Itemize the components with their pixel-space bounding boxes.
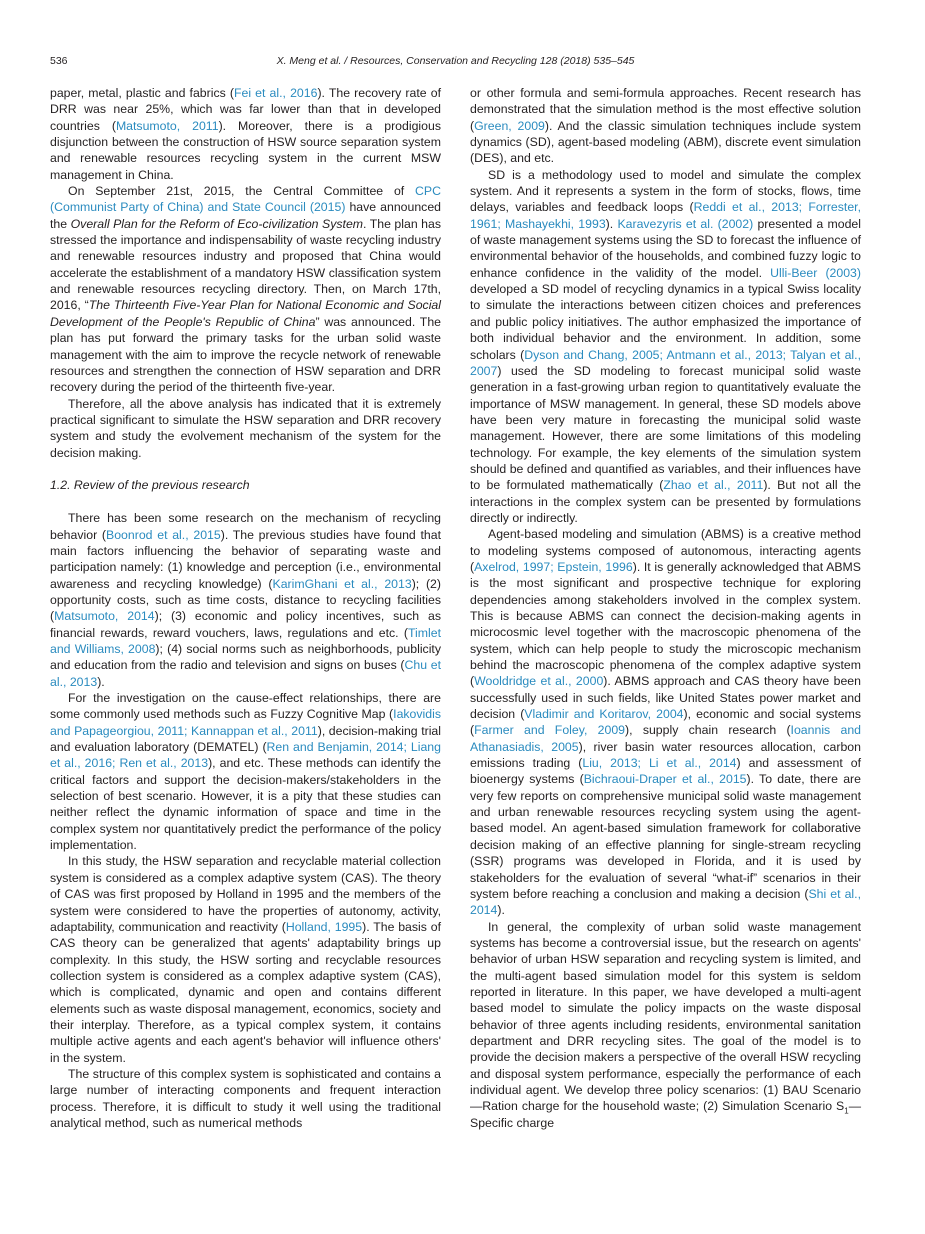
citation-link[interactable]: Axelrod, 1997; Epstein, 1996: [474, 559, 633, 574]
text-run: ). Moreover, there is a prodigious disjunction between the construction of HSW source separation system and renewable resources recycling system in the current MSW management in China.: [50, 118, 441, 182]
text-run: In general, the complexity of urban solid waste management systems has become a controversial issue, but the research on agents' behavior of urban HSW separation and recycling system is limited, and the multi-agent based simulation model for this system is seldom reported in literature. In this paper, we have developed a multi-agent based model to simulate the policy impacts on the waste disposal behavior of three agents including residents, environmental sanitation department and DRR recycling sites. The goal of the model is to provide the decision makers a perspective of the overall HSW recycling and disposal system performance, especially the performance of each individual agent. We develop three policy scenarios: (1) BAU Scenario—Ration charge for the household waste; (2) Simulation Scenario S: [470, 919, 861, 1114]
italic-text: The Thirteenth Five-Year Plan for National Economic and Social Development of the People's Republic of China: [50, 298, 441, 329]
right-column: [470, 85, 861, 1131]
citation-link[interactable]: Ren and Benjamin, 2014; Liang et al., 2016; Ren et al., 2013: [50, 740, 441, 771]
text-run: paper, metal, plastic and fabrics (: [50, 86, 234, 100]
paragraph: [470, 919, 861, 1131]
text-run: ). And the classic simulation techniques include system dynamics (SD), agent-based modeling (ABM), discrete event simulation (DES), and etc.: [470, 118, 861, 166]
text-run: ). ABMS approach and CAS theory have been successfully used in such fields, like United States power market and decision (: [470, 674, 861, 722]
text-run: For the investigation on the cause-effect relationships, there are some commonly used methods such as Fuzzy Cognitive Map (: [50, 691, 441, 722]
paragraph: [50, 183, 441, 395]
citation-link[interactable]: Farmer and Foley, 2009: [474, 723, 626, 738]
paragraph: [50, 853, 441, 1065]
text-run: ), river basin water resources allocation, carbon emissions trading (: [470, 739, 861, 771]
citation-link[interactable]: KarimGhani et al., 2013: [272, 576, 412, 591]
text-run: ” was announced. The plan has put forward the primary tasks for the urban solid waste management with the aim to improve the recycle network of renewable resources and strengthen the connection of HSW separation and DRR recovery during the period of the thirteenth five-year.: [50, 314, 441, 395]
citation-link[interactable]: Wooldridge et al., 2000: [474, 674, 604, 689]
citation-link[interactable]: Dyson and Chang, 2005; Antmann et al., 2013; Talyan et al., 2007: [470, 347, 861, 378]
citation-link[interactable]: Chu et al., 2013: [50, 658, 441, 689]
text-run: There has been some research on the mechanism of recycling behavior (: [50, 511, 441, 542]
text-run: ) and assessment of bioenergy systems (: [470, 756, 861, 787]
text-run: ) used the SD modeling to forecast municipal solid waste generation in a fast-growing urban region to quantitatively evaluate the importance of MSW management. In general, these SD models above have been very mature in forecasting the municipal solid waste management. However, there are some limitations of this modeling technology. For example, the key elements of the simulation system should be defined and quantified as variables, and their influences have to be formulated mathematically (: [470, 363, 861, 493]
text-run: On September 21st, 2015, the Central Committee of: [68, 184, 416, 199]
left-column: [50, 85, 441, 1131]
paragraph: [470, 167, 861, 527]
paragraph: [50, 690, 441, 853]
section-heading: [50, 477, 441, 493]
text-run: ). To date, there are very few reports on comprehensive municipal solid waste management and urban renewable resources recycling system using the agent-based model. An agent-based simulation framework for collaborative decision making of an effective planning for single-stream recycling (SSR) programs was developed in Florida, and it is used by stakeholders for the evaluation of several “what-if” scenarios in their system before reaching a conclusion and making a decision (: [470, 772, 861, 901]
citation-link[interactable]: Karavezyris et al. (2002): [617, 216, 754, 231]
paragraph: [50, 1066, 441, 1131]
text-run: ). The previous studies have found that main factors influencing the behavior of separating waste and participation namely: (1) knowledge and perception (i.e., environmental awareness and recycling knowledge) (: [50, 527, 441, 591]
subscript: 1: [844, 1106, 849, 1116]
citation-link[interactable]: Fei et al., 2016: [233, 86, 318, 100]
citation-link[interactable]: Ioannis and Athanasiadis, 2005: [470, 723, 861, 754]
text-run: The structure of this complex system is sophisticated and contains a large number of interacting components and frequent interaction process. Therefore, it is difficult to study it well using the traditional analytical method, such as numerical methods: [50, 1066, 441, 1130]
text-run: have announced the: [50, 200, 441, 231]
text-run: ). But not all the interactions in the complex system can be presented by formulations directly or indirectly.: [470, 478, 861, 525]
running-header: [50, 55, 861, 71]
text-run: ).: [605, 216, 618, 231]
text-run: Therefore, all the above analysis has indicated that it is extremely practical significant to simulate the HSW separation and DRR recovery system and study the evolvement mechanism of the system for the decision making.: [50, 396, 441, 460]
text-run: ); (4) social norms such as neighborhoods, publicity and education from the radio and television and signs on buses (: [50, 642, 441, 673]
text-run: ), and etc. These methods can identify the critical factors and support the decision-makers/stakeholders in the selection of best scenario. However, it is a pity that these studies can neither reflect the dynamic information of space and time in the complex system nor quantitatively predict the performance of the policy implementation.: [50, 756, 441, 853]
text-run: 1.2. Review of the previous research: [50, 477, 250, 492]
citation-link[interactable]: Liu, 2013; Li et al., 2014: [582, 756, 737, 771]
text-run: ). It is generally acknowledged that ABMS is the most significant and prospective technique for exploring dependencies among stakeholders involved in the complex system. This is because ABMS can connect the decision-making agents in microcosmic level together with the macroscopic phenomena of the system, which can help people to study the microscopic mechanism behind the macroscopic phenomena of the complex adaptive system (: [470, 559, 862, 689]
citation-link[interactable]: Bichraoui-Draper et al., 2015: [583, 772, 747, 787]
citation-link[interactable]: Reddi et al., 2013; Forrester, 1961; Mashayekhi, 1993: [470, 200, 861, 231]
text-run: In this study, the HSW separation and recyclable material collection system is considered as a complex adaptive system (CAS). The theory of CAS was first proposed by Holland in 1995 and the members of the system were considered to have the properties of autonomy, activity, adaptability, communication and reactivity (: [50, 854, 441, 934]
text-run: ), economic and social systems (: [470, 707, 861, 738]
text-run: ). The basis of CAS theory can be generalized that agents' adaptability brings up complexity. In this study, the HSW sorting and recyclable resources collection system is considered as a complex adaptive system (CAS), which is complicated, dynamic and open and contains different elements such as waste disposal management, economics, society and their interplay. Therefore, as a typical complex system, it contains multiple active agents and each agent's behavior will influence others' in the system.: [50, 919, 441, 1065]
text-run: . The plan has stressed the importance and indispensability of waste recycling industry and renewable resources industry and proposed that China would accelerate the establishment of a mandatory HSW classification system and renewable resources recycling directory. Then, on March 17th, 2016, “: [50, 216, 441, 313]
text-run: —Specific charge: [470, 1099, 861, 1130]
journal-citation: X. Meng et al. / Resources, Conservation and Recycling 128 (2018) 535–545: [276, 55, 635, 67]
paragraph: [470, 85, 861, 167]
text-run: ).: [97, 674, 105, 689]
text-run: ); (2) opportunity costs, such as time costs, distance to recycling facilities (: [50, 576, 441, 624]
text-run: ).: [497, 903, 505, 918]
citation-link[interactable]: Matsumoto, 2011: [115, 118, 219, 133]
paragraph: [50, 396, 441, 461]
text-run: ), decision-making trial and evaluation laboratory (DEMATEL) (: [50, 723, 442, 755]
text-run: Agent-based modeling and simulation (ABMS) is a creative method to modeling systems composed of autonomous, interacting agents (: [470, 527, 861, 574]
citation-link[interactable]: Zhao et al., 2011: [663, 478, 764, 493]
citation-link[interactable]: Holland, 1995: [285, 919, 363, 934]
paragraph: [50, 85, 441, 183]
text-run: or other formula and semi-formula approaches. Recent research has demonstrated that the simulation method is the most effective solution (: [470, 86, 861, 133]
paragraph: [50, 510, 441, 690]
text-run: SD is a methodology used to model and simulate the complex system. And it represents a system in the form of stocks, flows, time delays, variables and feedback loops (: [470, 167, 861, 215]
citation-link[interactable]: CPC (Communist Party of China) and State Council (2015): [50, 184, 441, 215]
citation-link[interactable]: Timlet and Williams, 2008: [50, 625, 441, 656]
citation-link[interactable]: Green, 2009: [474, 118, 545, 133]
citation-link[interactable]: Boonrod et al., 2015: [106, 527, 221, 542]
citation-link[interactable]: Shi et al., 2014: [470, 886, 861, 918]
citation-link[interactable]: Ulli-Beer (2003): [770, 265, 861, 280]
text-run: presented a model of waste management systems using the SD to forecast the influence of environmental behavior of the households, and combined fuzzy logic to enhance confidence in the validity of the model.: [470, 216, 861, 280]
text-run: ), supply chain research (: [625, 723, 791, 738]
citation-link[interactable]: Vladimir and Koritarov, 2004: [524, 707, 684, 722]
text-run: developed a SD model of recycling dynamics in a typical Swiss locality to simulate the interactions between citizen choices and preferences and public policy initiatives. The author emphasized the importance of both individual behavior and the environment. In addition, some scholars (: [470, 282, 861, 362]
italic-text: Overall Plan for the Reform of Eco-civilization System: [70, 216, 364, 231]
text-run: ); (3) economic and policy incentives, such as financial rewards, reward vouchers, laws, regulations and etc. (: [50, 609, 441, 640]
paragraph: [470, 526, 861, 918]
citation-link[interactable]: Matsumoto, 2014: [54, 609, 155, 624]
page-number: 536: [50, 55, 68, 67]
citation-link[interactable]: Iakovidis and Papageorgiou, 2011; Kannappan et al., 2011: [50, 707, 441, 738]
text-run: ). The recovery rate of DRR was near 25%, which was far lower than that in developed countries (: [50, 86, 441, 133]
